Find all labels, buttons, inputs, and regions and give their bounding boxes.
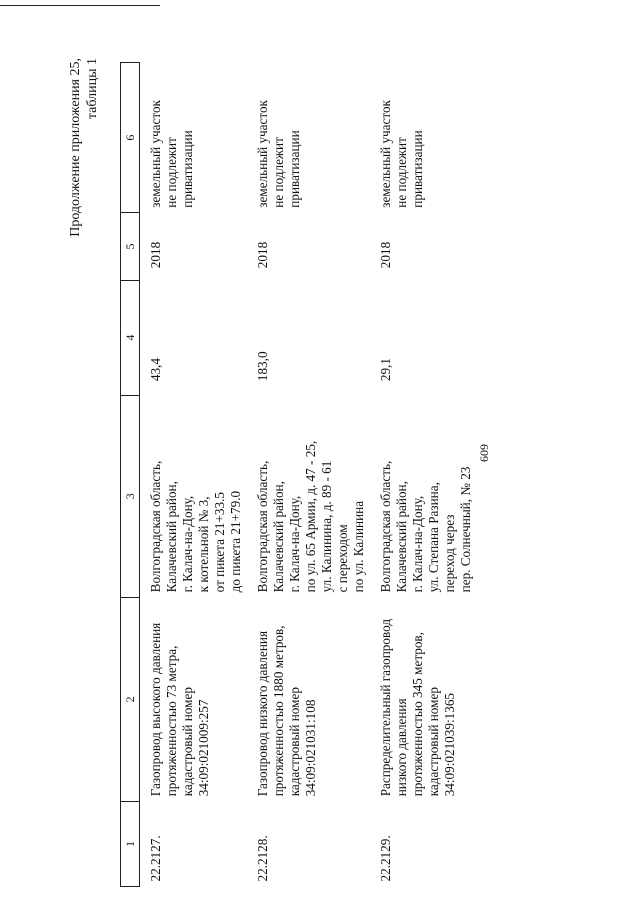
object-year: 2018 — [148, 241, 163, 269]
note-line: земельный участок — [255, 100, 270, 208]
column-header-2: 2 — [121, 597, 140, 801]
note-line: не подлежит — [164, 137, 179, 208]
object-name-line: 34:09:021009:257 — [196, 699, 211, 797]
object-name-line: кадастровый номер — [287, 687, 302, 797]
address-line: Калачевский район, — [164, 481, 179, 593]
object-value: 183,0 — [255, 351, 270, 382]
table-row — [247, 63, 370, 887]
note-line: не подлежит — [271, 137, 286, 208]
object-address — [247, 395, 370, 597]
object-name-line: протяженностью 73 метра, — [164, 645, 179, 797]
address-line: г. Калач-на-Дону, — [287, 495, 302, 593]
address-line: Калачевский район, — [271, 481, 286, 593]
row-number: 22.2128. — [255, 835, 270, 882]
object-name-line: 34:09:021031:108 — [303, 699, 318, 797]
address-line: до пикета 21+79.0 — [228, 490, 243, 593]
address-line: переход через — [442, 514, 457, 593]
object-name-line: кадастровый номер — [180, 687, 195, 797]
note-line: земельный участок — [148, 100, 163, 208]
address-line: Волгоградская область, — [255, 460, 270, 593]
heading-line-1: Продолжение приложения 25, — [68, 58, 83, 237]
object-name — [370, 597, 477, 801]
table-heading — [67, 58, 101, 358]
address-line: г. Калач-на-Дону, — [180, 495, 195, 593]
object-name-line: протяженностью 345 метров, — [410, 632, 425, 797]
address-line: ул. Степана Разина, — [426, 482, 441, 593]
note-line: земельный участок — [378, 100, 393, 208]
table-row — [140, 63, 248, 887]
object-note — [140, 63, 248, 213]
address-line: пер. Солнечный, № 23 — [458, 466, 473, 593]
object-value: 29,1 — [378, 358, 393, 382]
address-line: ул. Калинина, д. 89 - 61 — [319, 460, 334, 593]
registry-table — [120, 62, 477, 887]
column-header-row — [121, 63, 140, 887]
note-line: приватизации — [180, 130, 195, 208]
column-header-1: 1 — [121, 801, 140, 886]
page-number: 609 — [477, 444, 491, 462]
address-line: по ул. Калинина — [351, 500, 366, 593]
object-name-line: низкого давления — [394, 698, 409, 797]
address-line: Калачевский район, — [394, 481, 409, 593]
table-row — [370, 63, 477, 887]
address-line: г. Калач-на-Дону, — [410, 495, 425, 593]
object-name — [247, 597, 370, 801]
column-header-6: 6 — [121, 63, 140, 213]
row-number: 22.2129. — [378, 835, 393, 882]
column-header-4: 4 — [121, 280, 140, 395]
object-note — [370, 63, 477, 213]
note-line: не подлежит — [394, 137, 409, 208]
row-number: 22.2127. — [148, 835, 163, 882]
address-line: Волгоградская область, — [378, 460, 393, 593]
object-name — [140, 597, 248, 801]
note-line: приватизации — [410, 130, 425, 208]
note-line: приватизации — [287, 130, 302, 208]
object-year: 2018 — [378, 241, 393, 269]
address-line: к котельной № 3, — [196, 496, 211, 593]
object-address — [370, 395, 477, 597]
address-line: Волгоградская область, — [148, 460, 163, 593]
column-header-5: 5 — [121, 213, 140, 281]
heading-line-2: таблицы 1 — [85, 58, 100, 120]
object-value: 43,4 — [148, 358, 163, 382]
object-name-line: Распределительный газопровод — [378, 618, 393, 797]
object-note — [247, 63, 370, 213]
object-name-line: Газопровод высокого давления — [148, 622, 163, 797]
object-name-line: протяженностью 1880 метров, — [271, 625, 286, 797]
address-line: с переходом — [335, 524, 350, 593]
address-line: от пикета 21+33.5 — [212, 492, 227, 593]
object-name-line: 34:09:021039:1365 — [442, 692, 457, 797]
address-line: по ул. 65 Армии, д. 47 - 25, — [303, 440, 318, 593]
object-year: 2018 — [255, 241, 270, 269]
column-header-3: 3 — [121, 395, 140, 597]
object-name-line: Газопровод низкого давления — [255, 630, 270, 797]
object-address — [140, 395, 248, 597]
object-name-line: кадастровый номер — [426, 687, 441, 797]
